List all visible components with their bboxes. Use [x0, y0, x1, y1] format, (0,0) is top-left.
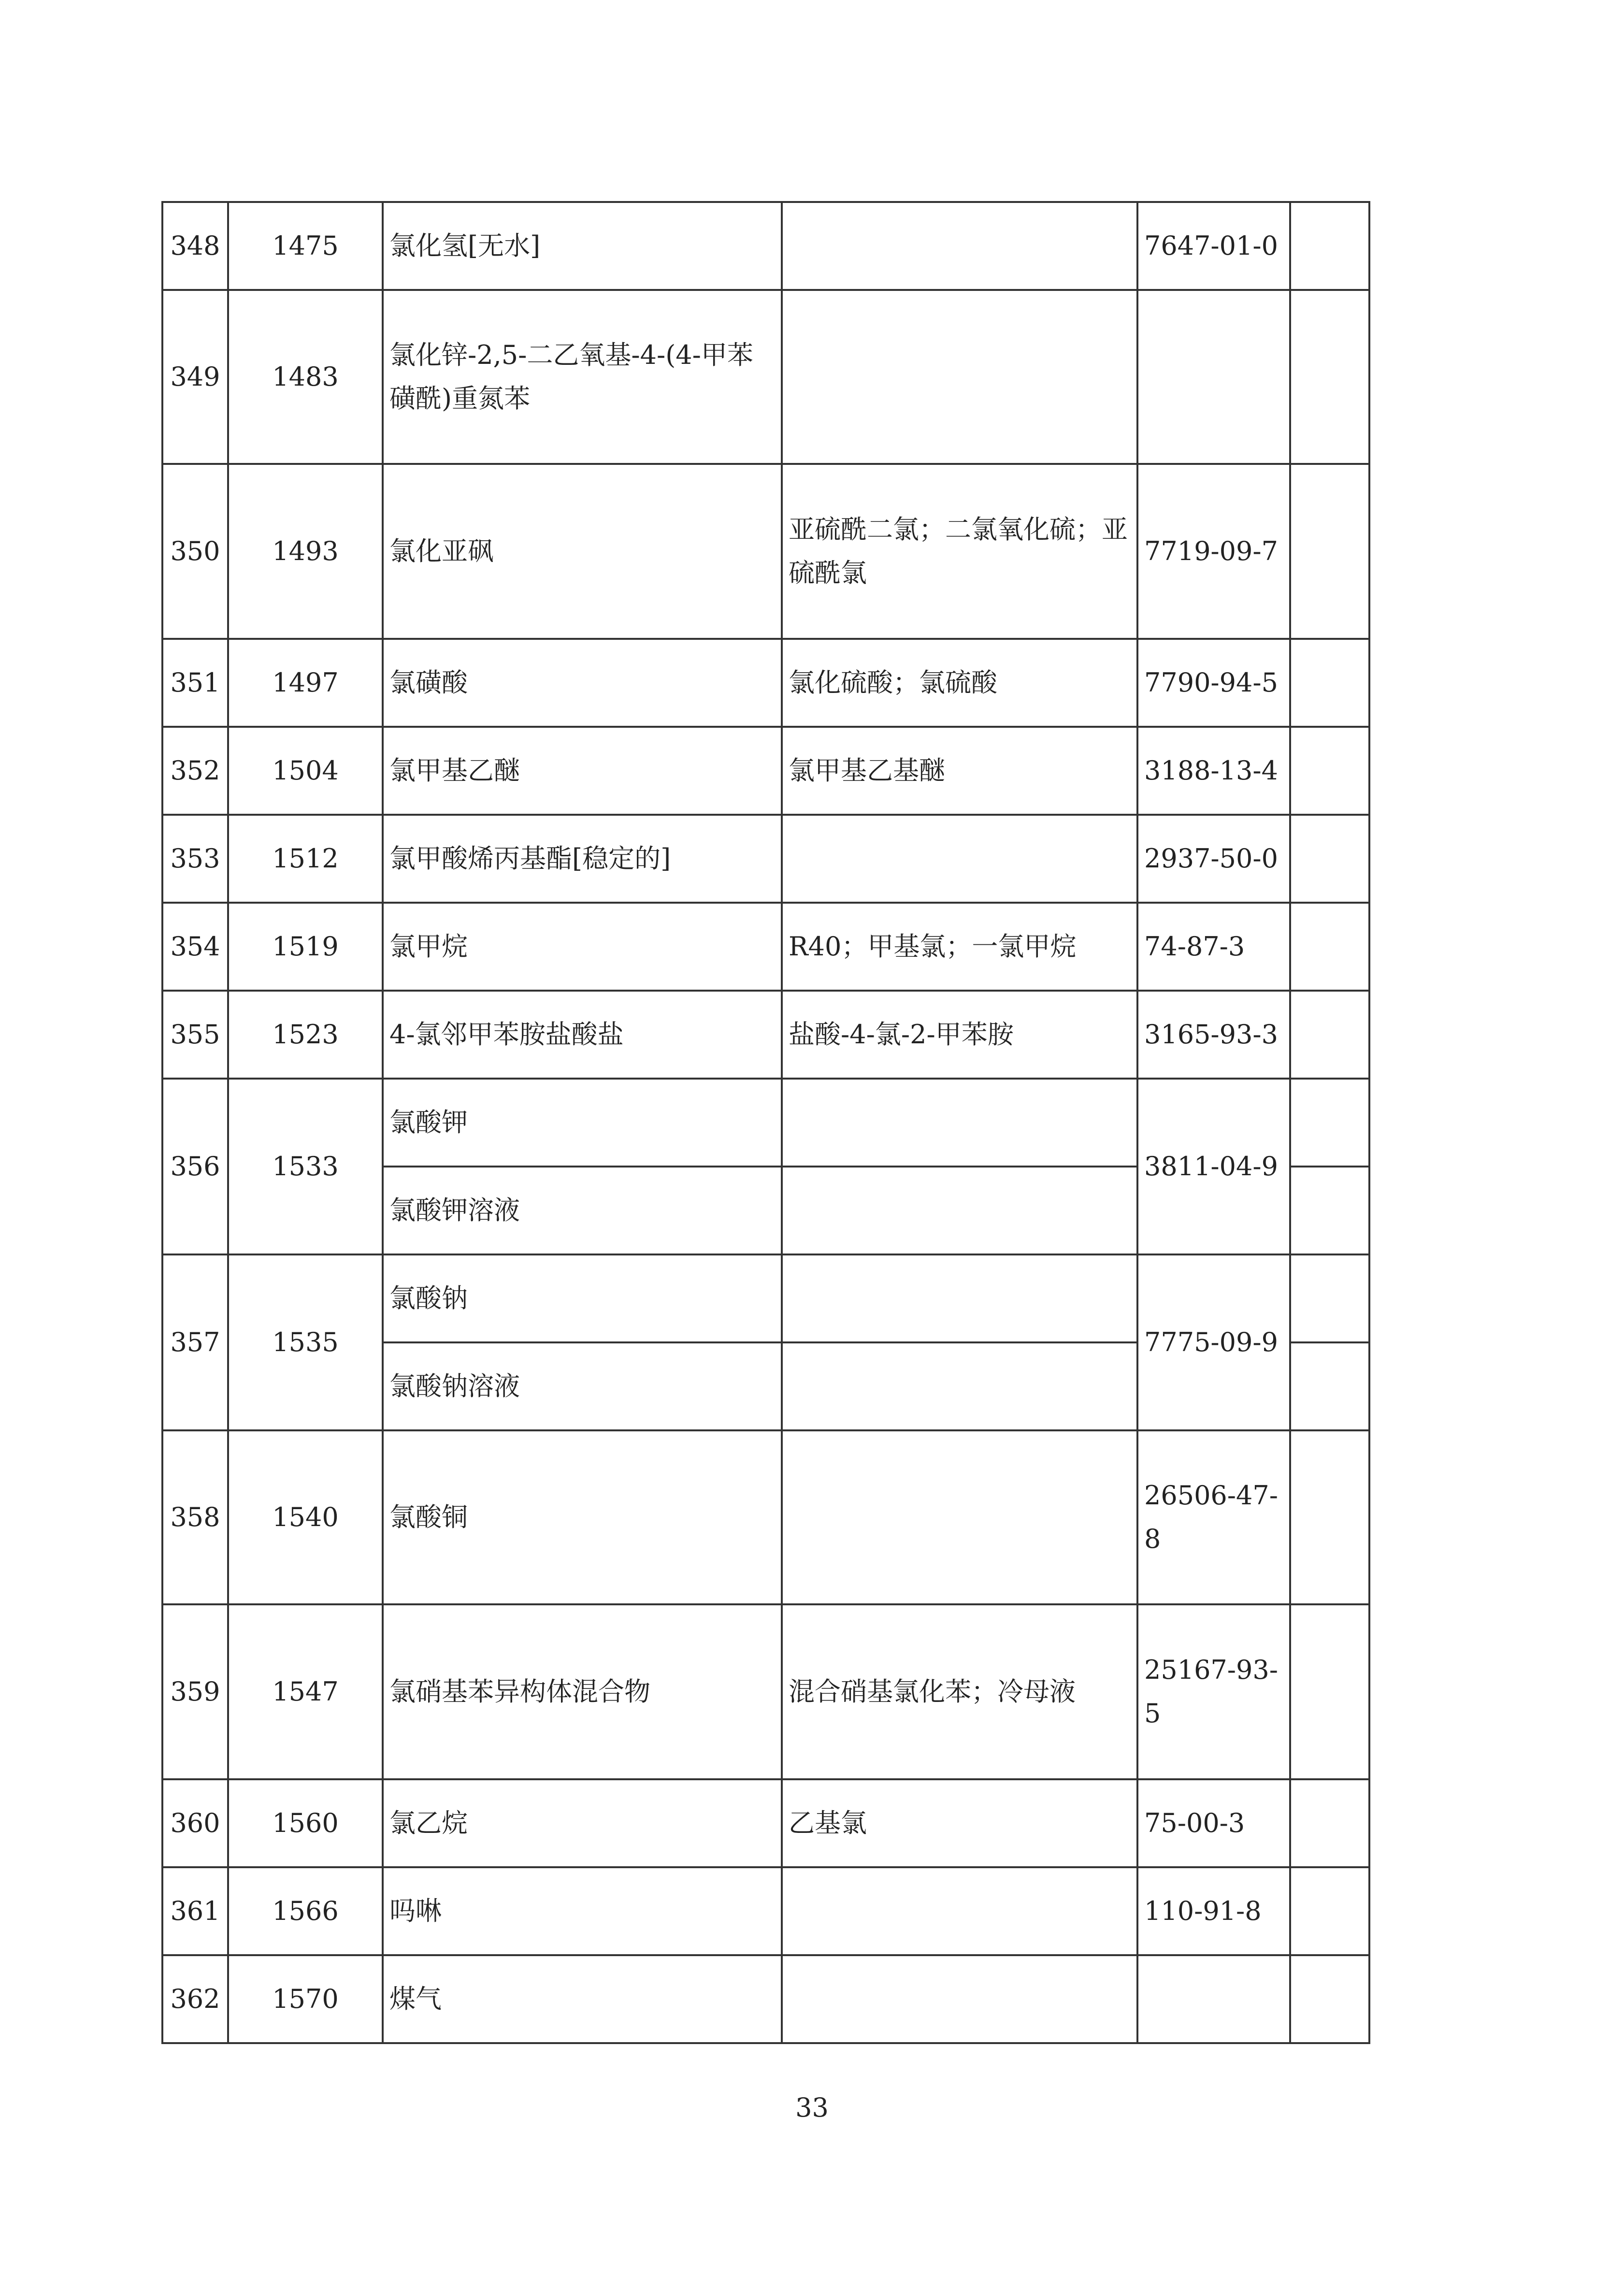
remark	[1290, 1955, 1369, 2043]
row-number: 355	[162, 991, 228, 1079]
remark	[1290, 1079, 1369, 1167]
alias	[782, 202, 1137, 290]
catalog-id: 1483	[228, 290, 383, 464]
catalog-id: 1560	[228, 1779, 383, 1867]
catalog-id: 1504	[228, 727, 383, 815]
remark	[1290, 1604, 1369, 1779]
cas-number: 3165-93-3	[1137, 991, 1290, 1079]
alias	[782, 1254, 1137, 1342]
cas-number	[1137, 290, 1290, 464]
remark	[1290, 815, 1369, 903]
row-number: 354	[162, 903, 228, 991]
alias: 亚硫酰二氯；二氯氧化硫；亚硫酰氯	[782, 464, 1137, 639]
alias: 乙基氯	[782, 1779, 1137, 1867]
chemical-name: 氯硝基苯异构体混合物	[383, 1604, 782, 1779]
catalog-id: 1519	[228, 903, 383, 991]
table-row	[162, 1867, 1369, 1955]
cas-number: 26506-47-8	[1137, 1430, 1290, 1604]
remark	[1290, 1167, 1369, 1254]
row-number: 356	[162, 1079, 228, 1254]
catalog-id: 1523	[228, 991, 383, 1079]
chemical-name: 氯甲基乙醚	[383, 727, 782, 815]
table-row	[162, 464, 1369, 639]
alias: 氯甲基乙基醚	[782, 727, 1137, 815]
chemical-name: 氯磺酸	[383, 639, 782, 727]
table-row	[162, 202, 1369, 290]
row-number: 359	[162, 1604, 228, 1779]
row-number: 358	[162, 1430, 228, 1604]
row-number: 361	[162, 1867, 228, 1955]
chemical-name: 氯甲酸烯丙基酯[稳定的]	[383, 815, 782, 903]
remark	[1290, 464, 1369, 639]
catalog-id: 1570	[228, 1955, 383, 2043]
row-number: 348	[162, 202, 228, 290]
catalog-id: 1535	[228, 1254, 383, 1430]
remark	[1290, 1254, 1369, 1342]
table-row	[162, 1079, 1369, 1167]
table-row	[162, 1254, 1369, 1342]
remark	[1290, 903, 1369, 991]
cas-number: 7719-09-7	[1137, 464, 1290, 639]
table-row	[162, 639, 1369, 727]
chemical-name: 氯乙烷	[383, 1779, 782, 1867]
catalog-id: 1547	[228, 1604, 383, 1779]
cas-number	[1137, 1955, 1290, 2043]
row-number: 353	[162, 815, 228, 903]
table-row	[162, 290, 1369, 464]
row-number: 350	[162, 464, 228, 639]
cas-number: 7790-94-5	[1137, 639, 1290, 727]
table-row	[162, 903, 1369, 991]
alias	[782, 1430, 1137, 1604]
cas-number: 25167-93-5	[1137, 1604, 1290, 1779]
cas-number: 74-87-3	[1137, 903, 1290, 991]
chemical-name: 氯酸钾	[383, 1079, 782, 1167]
remark	[1290, 1342, 1369, 1430]
row-number: 357	[162, 1254, 228, 1430]
remark	[1290, 202, 1369, 290]
chemical-name: 氯化亚砜	[383, 464, 782, 639]
alias	[782, 290, 1137, 464]
cas-number: 75-00-3	[1137, 1779, 1290, 1867]
catalog-id: 1533	[228, 1079, 383, 1254]
row-number: 362	[162, 1955, 228, 2043]
remark	[1290, 639, 1369, 727]
alias: 盐酸-4-氯-2-甲苯胺	[782, 991, 1137, 1079]
catalog-id: 1512	[228, 815, 383, 903]
table-row	[162, 1955, 1369, 2043]
remark	[1290, 1430, 1369, 1604]
alias	[782, 1079, 1137, 1167]
remark	[1290, 727, 1369, 815]
alias	[782, 1342, 1137, 1430]
alias	[782, 1955, 1137, 2043]
cas-number: 110-91-8	[1137, 1867, 1290, 1955]
cas-number: 3188-13-4	[1137, 727, 1290, 815]
alias	[782, 815, 1137, 903]
chemical-name: 氯化氢[无水]	[383, 202, 782, 290]
page-number: 33	[795, 2092, 829, 2123]
hazardous-chemicals-table	[161, 201, 1370, 2044]
table-row	[162, 815, 1369, 903]
chemical-name: 吗啉	[383, 1867, 782, 1955]
alias: R40；甲基氯；一氯甲烷	[782, 903, 1137, 991]
catalog-id: 1566	[228, 1867, 383, 1955]
cas-number: 7775-09-9	[1137, 1254, 1290, 1430]
table-row	[162, 991, 1369, 1079]
cas-number: 3811-04-9	[1137, 1079, 1290, 1254]
chemical-name: 氯甲烷	[383, 903, 782, 991]
table-row	[162, 1779, 1369, 1867]
alias: 氯化硫酸；氯硫酸	[782, 639, 1137, 727]
remark	[1290, 1779, 1369, 1867]
remark	[1290, 290, 1369, 464]
row-number: 352	[162, 727, 228, 815]
alias	[782, 1867, 1137, 1955]
remark	[1290, 1867, 1369, 1955]
chemical-name: 氯酸钠	[383, 1254, 782, 1342]
chemical-name: 煤气	[383, 1955, 782, 2043]
chemical-name: 氯酸铜	[383, 1430, 782, 1604]
catalog-id: 1493	[228, 464, 383, 639]
chemical-name: 氯酸钾溶液	[383, 1167, 782, 1254]
cas-number: 2937-50-0	[1137, 815, 1290, 903]
cas-number: 7647-01-0	[1137, 202, 1290, 290]
chemical-name: 4-氯邻甲苯胺盐酸盐	[383, 991, 782, 1079]
catalog-id: 1497	[228, 639, 383, 727]
alias	[782, 1167, 1137, 1254]
table-row	[162, 1430, 1369, 1604]
alias: 混合硝基氯化苯；冷母液	[782, 1604, 1137, 1779]
table-row	[162, 1604, 1369, 1779]
chemical-name: 氯化锌-2,5-二乙氧基-4-(4-甲苯磺酰)重氮苯	[383, 290, 782, 464]
table-row	[162, 727, 1369, 815]
row-number: 351	[162, 639, 228, 727]
remark	[1290, 991, 1369, 1079]
catalog-id: 1540	[228, 1430, 383, 1604]
catalog-id: 1475	[228, 202, 383, 290]
chemical-name: 氯酸钠溶液	[383, 1342, 782, 1430]
row-number: 349	[162, 290, 228, 464]
row-number: 360	[162, 1779, 228, 1867]
